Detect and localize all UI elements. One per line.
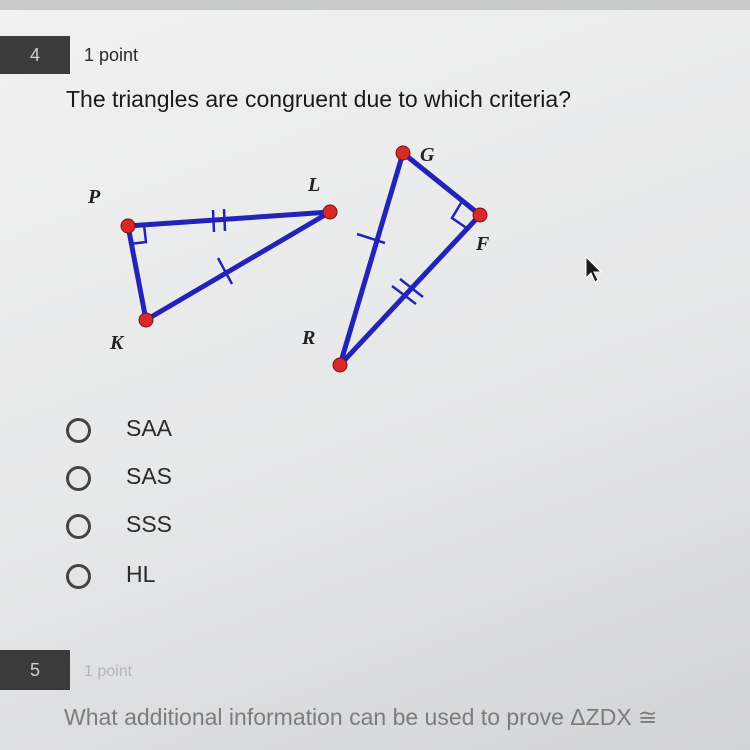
option-label: SAA bbox=[126, 415, 173, 441]
label-r: R bbox=[302, 327, 316, 349]
option-label: HL bbox=[126, 561, 156, 587]
option-label: SAS bbox=[126, 463, 173, 489]
top-strip bbox=[0, 0, 750, 10]
vertex-g bbox=[396, 146, 410, 160]
radio-button[interactable] bbox=[66, 514, 91, 539]
vertex-f bbox=[473, 208, 487, 222]
triangle-gfr bbox=[340, 153, 480, 365]
label-l: L bbox=[308, 174, 321, 196]
question-number-badge: 4 bbox=[0, 36, 70, 74]
radio-button[interactable] bbox=[66, 418, 91, 443]
radio-button[interactable] bbox=[66, 564, 91, 589]
label-g: G bbox=[420, 144, 435, 166]
question-text: What additional information can be used to prove ΔZDX ≅ bbox=[64, 704, 658, 730]
vertex-l bbox=[323, 205, 337, 219]
congruent-triangles-diagram bbox=[0, 130, 750, 380]
option-hl[interactable] bbox=[66, 558, 286, 598]
option-sss[interactable] bbox=[66, 508, 286, 548]
label-k: K bbox=[110, 332, 124, 354]
option-sas[interactable] bbox=[66, 460, 286, 500]
option-saa[interactable] bbox=[66, 412, 286, 452]
question-text: The triangles are congruent due to which criteria? bbox=[66, 86, 572, 112]
label-p: P bbox=[88, 186, 101, 208]
mouse-pointer-icon bbox=[584, 256, 604, 286]
question-points: 1 point bbox=[84, 663, 133, 680]
right-angle-marker-f bbox=[452, 203, 468, 229]
label-f: F bbox=[476, 233, 490, 255]
triangle-pkl bbox=[128, 212, 330, 320]
vertex-r bbox=[333, 358, 347, 372]
option-label: SSS bbox=[126, 511, 173, 537]
radio-button[interactable] bbox=[66, 466, 91, 491]
vertex-k bbox=[139, 313, 153, 327]
question-points: 1 point bbox=[84, 45, 139, 65]
question-number-badge: 5 bbox=[0, 650, 70, 690]
vertex-p bbox=[121, 219, 135, 233]
